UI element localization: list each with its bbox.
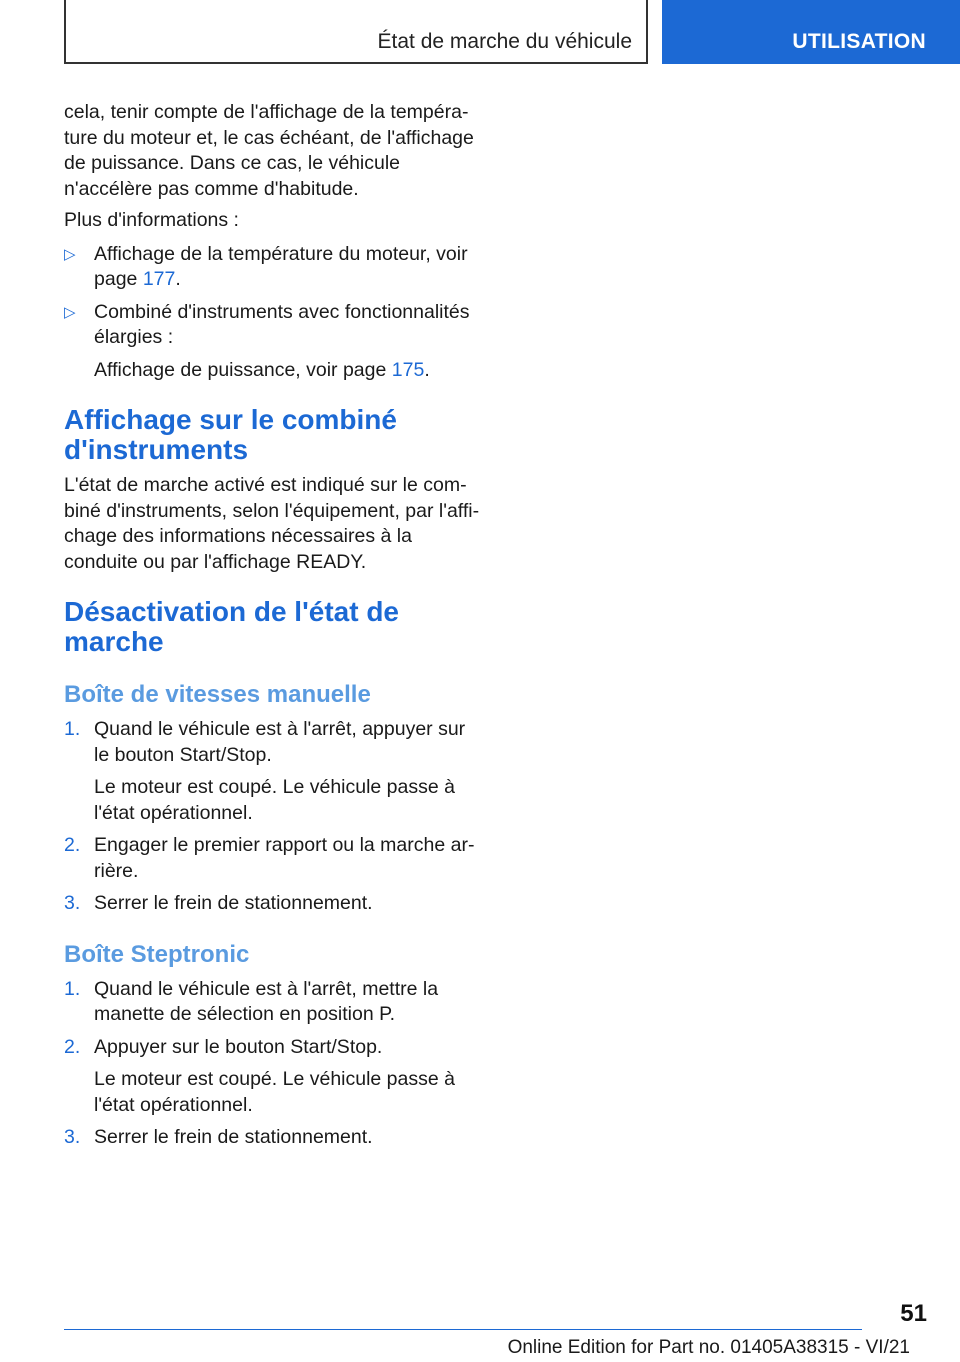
footer-divider — [64, 1329, 862, 1330]
page-content — [64, 100, 484, 1158]
section-paragraph: L'état de marche activé est indiqué sur le combiné d'instruments, selon l'équipement, par l'affichage des informations nécessaires à la conduite ou par l'affichage READY. — [64, 474, 480, 573]
triangle-bullet-icon: ▷ — [64, 245, 76, 263]
step-number: 1. — [64, 718, 81, 740]
triangle-bullet-icon: ▷ — [64, 303, 76, 321]
step-item: 1. Quand le véhicule est à l'arrêt, appuyer sur le bouton Start/Stop. Le moteur est coupé. Le véhicule passe à l'état opérationnel. — [64, 718, 466, 824]
page-link-177[interactable]: 177 — [142, 268, 176, 290]
step-item: 2. Engager le premier rapport ou la marche arrière. — [64, 834, 475, 882]
header-section-tab — [662, 0, 960, 64]
steps-list-steptronic — [64, 977, 484, 1151]
section-heading: Affichage sur le combiné d'instruments — [64, 404, 397, 465]
section-heading: Désactivation de l'état de marche — [64, 596, 399, 657]
step-item: 1. Quand le véhicule est à l'arrêt, mettre la manette de sélection en position P. — [64, 977, 439, 1025]
step-number: 1. — [64, 977, 81, 1000]
info-list — [64, 242, 484, 384]
intro-paragraph: cela, tenir compte de l'affichage de la température du moteur et, le cas échéant, de l'affichage de puissance. Dans ce cas, le véhicule n'accélère pas comme d'habitude. — [64, 101, 474, 200]
step-number: 3. — [64, 892, 81, 914]
steps-list-manual — [64, 717, 484, 917]
step-number: 2. — [64, 1035, 81, 1058]
list-item: ▷ Combiné d'instruments avec fonctionnalités élargies : Affichage de puissance, voir page 175. — [64, 300, 470, 381]
list-item: ▷ Affichage de la température du moteur, voir page 177. — [64, 242, 468, 290]
page-number: 51 — [900, 1300, 927, 1327]
step-item: 3. Serrer le frein de stationnement. — [64, 891, 484, 917]
subsection-heading: Boîte de vitesses manuelle — [64, 681, 371, 708]
step-item: 2. Appuyer sur le bouton Start/Stop. Le moteur est coupé. Le véhicule passe à l'état opérationnel. — [64, 1035, 455, 1116]
footer-edition: Online Edition for Part no. 01405A38315 - VI/21 — [507, 1337, 910, 1358]
subsection-heading: Boîte Steptronic — [64, 940, 250, 968]
page-link-175[interactable]: 175 — [391, 358, 425, 381]
header-chapter-box — [64, 0, 648, 64]
more-info-label: Plus d'informations : — [64, 209, 239, 231]
step-item: 3. Serrer le frein de stationnement. — [64, 1125, 484, 1151]
step-number: 2. — [64, 834, 81, 856]
step-number: 3. — [64, 1126, 81, 1148]
section-label: UTILISATION — [792, 30, 926, 53]
chapter-title: État de marche du véhicule — [377, 30, 632, 53]
